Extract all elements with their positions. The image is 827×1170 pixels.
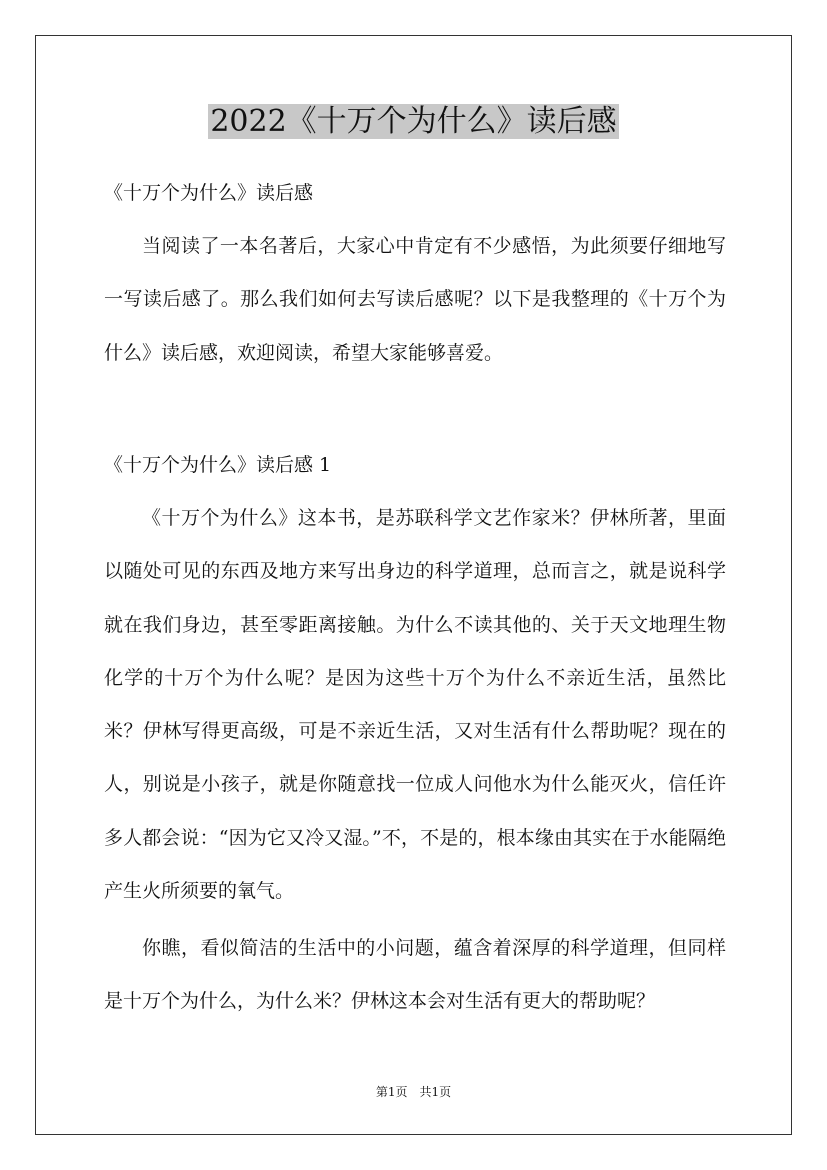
- intro-paragraph: 当阅读了一本名著后，大家心中肯定有不少感悟，为此须要仔细地写一写读后感了。那么我们如何去写读后感呢？以下是我整理的《十万个为什么》读后感，欢迎阅读，希望大家能够喜爱。: [104, 235, 726, 364]
- document-title-text: 2022《十万个为什么》读后感: [210, 104, 617, 139]
- body-paragraph-2: 你瞧，看似简洁的生活中的小问题，蕴含着深厚的科学道理，但同样是十万个为什么，为什么米？伊林这本会对生活有更大的帮助呢？: [104, 937, 726, 1013]
- document-title: [0, 100, 827, 144]
- section-heading: 《十万个为什么》读后感 1: [104, 454, 332, 476]
- page-footer: 第1页 共1页: [375, 1085, 452, 1099]
- subtitle: 《十万个为什么》读后感: [104, 182, 314, 204]
- body-paragraph-1: 《十万个为什么》这本书，是苏联科学文艺作家米？伊林所著，里面以随处可见的东西及地方来写出身边的科学道理，总而言之，就是说科学就在我们身边，甚至零距离接触。为什么不读其他的、关于天文地理生物化学的十万个为什么呢？是因为这些十万个为什么不亲近生活，虽然比米？伊林写得更高级，可是不亲近生活，又对生活有什么帮助呢？现在的人，别说是小孩子，就是你随意找一位成人问他水为什么能灭火，信任许多人都会说：“因为它又冷又湿。”不，不是的，根本缘由其实在于水能隔绝产生火所须要的氧气。: [104, 507, 726, 903]
